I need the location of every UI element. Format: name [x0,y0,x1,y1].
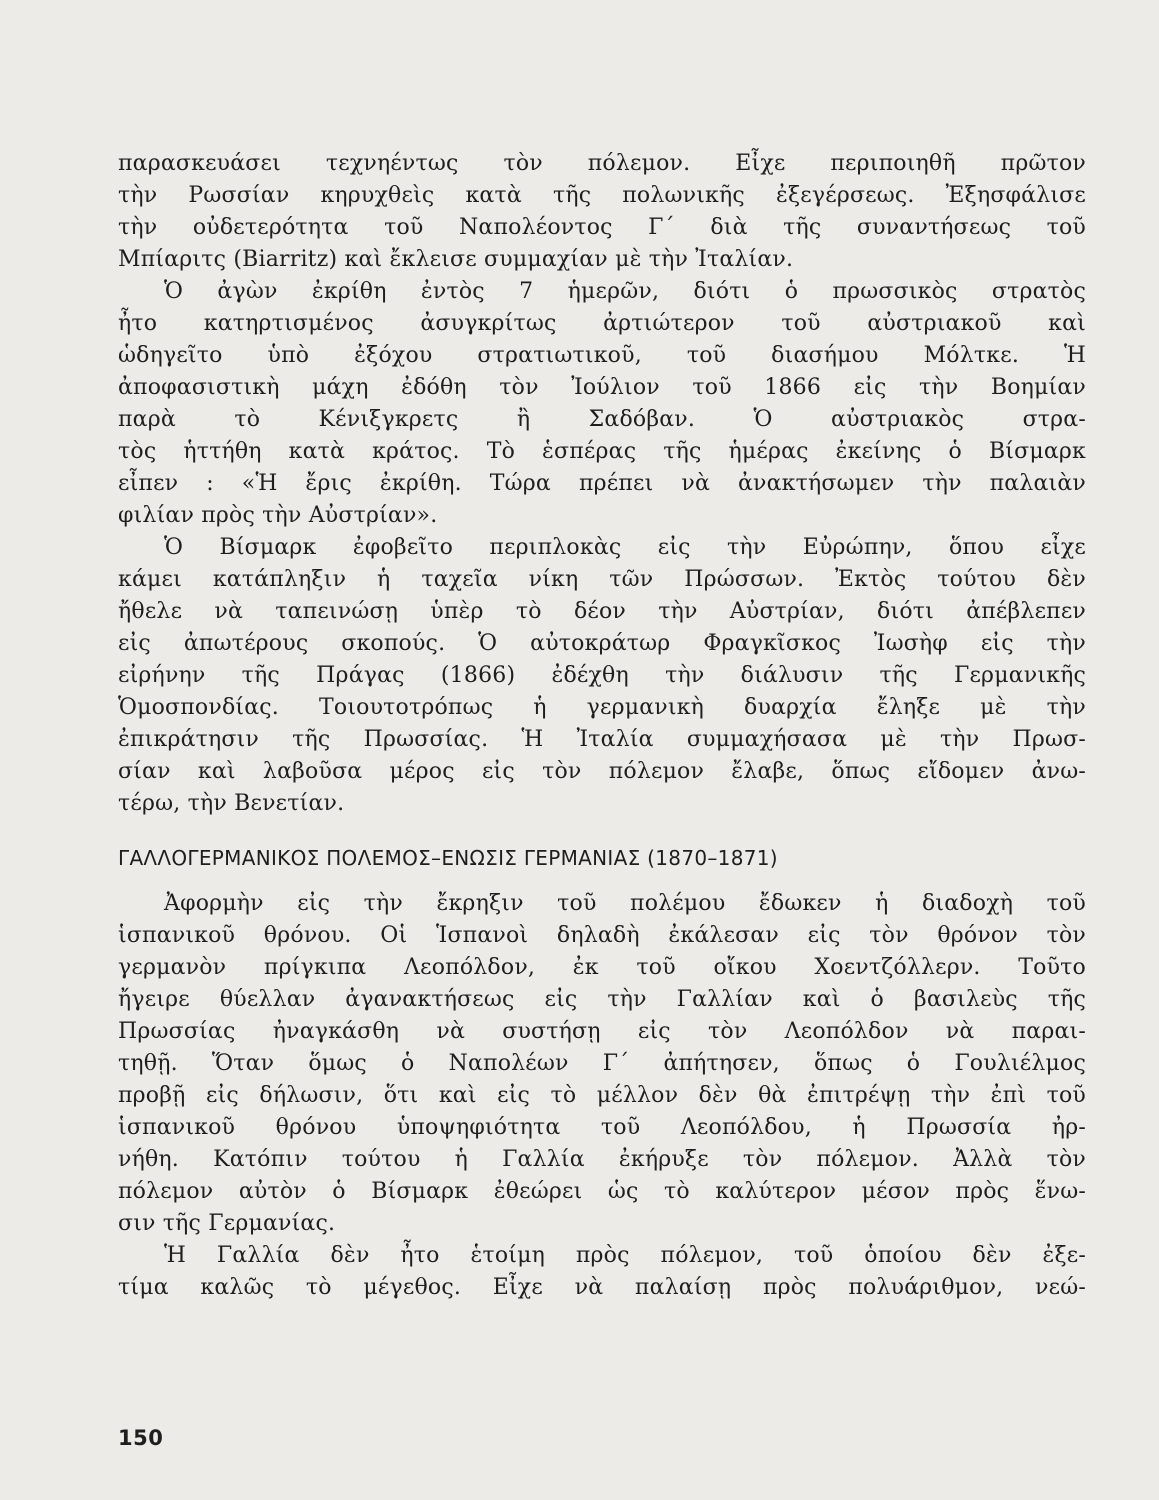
paragraph-2 [118,276,1086,532]
paragraph-5 [118,1240,1086,1304]
text-line: τὴν οὐδετερότητα τοῦ Ναπολέοντος Γ΄ διὰ τῆς συναντήσεως τοῦ [118,215,1086,240]
page-text [118,148,1086,1304]
text-line: Μπίαριτς (Biarritz) καὶ ἔκλεισε συμμαχίαν μὲ τὴν Ἰταλίαν. [118,247,794,272]
text-line: ἐπικράτησιν τῆς Πρωσσίας. Ἡ Ἰταλία συμμαχήσασα μὲ τὴν Πρωσ- [118,727,1086,752]
section-spacer [118,820,1086,834]
text-line: Ἡ Γαλλία δὲν ἦτο ἑτοίμη πρὸς πόλεμον, τοῦ ὁποίου δὲν ἐξε- [164,1243,1086,1268]
text-line: τὴν Ρωσσίαν κηρυχθεὶς κατὰ τῆς πολωνικῆς ἐξεγέρσεως. Ἐξησφάλισε [118,183,1086,208]
text-line: τὸς ἡττήθη κατὰ κράτος. Τὸ ἑσπέρας τῆς ἡμέρας ἐκείνης ὁ Βίσμαρκ [118,439,1086,464]
book-page [118,148,1086,1500]
text-line: Ὁ ἀγὼν ἐκρίθη ἐντὸς 7 ἡμερῶν, διότι ὁ πρωσσικὸς στρατὸς [164,279,1086,304]
text-line: τέρω, τὴν Βενετίαν. [118,791,345,816]
text-line: ἤθελε νὰ ταπεινώσῃ ὑπὲρ τὸ δέον τὴν Αὐστρίαν, διότι ἀπέβλεπεν [118,599,1086,624]
text-line: Ὁ Βίσμαρκ ἐφοβεῖτο περιπλοκὰς εἰς τὴν Εὐρώπην, ὅπου εἶχε [164,535,1086,560]
paragraph-1 [118,148,1086,276]
section-heading: ΓΑΛΛΟΓΕΡΜΑΝΙΚΟΣ ΠΟΛΕΜΟΣ–ΕΝΩΣΙΣ ΓΕΡΜΑΝΙΑΣ (1870–1871) [118,846,778,870]
page-number: 150 [118,1426,164,1450]
text-line: παρὰ τὸ Κένιξγκρετς ἢ Σαδόβαν. Ὁ αὐστριακὸς στρα- [118,407,1086,432]
text-line: τηθῇ. Ὅταν ὅμως ὁ Ναπολέων Γ΄ ἀπήτησεν, ὅπως ὁ Γουλιέλμος [118,1051,1086,1076]
text-line: εἰρήνην τῆς Πράγας (1866) ἐδέχθη τὴν διάλυσιν τῆς Γερμανικῆς [118,663,1086,688]
text-line: Ὁμοσπονδίας. Τοιουτοτρόπως ἡ γερμανικὴ δυαρχία ἔληξε μὲ τὴν [118,695,1086,720]
text-line: εἶπεν : «Ἡ ἔρις ἐκρίθη. Τώρα πρέπει νὰ ἀνακτήσωμεν τὴν παλαιὰν [118,471,1086,496]
text-line: προβῇ εἰς δήλωσιν, ὅτι καὶ εἰς τὸ μέλλον δὲν θὰ ἐπιτρέψῃ τὴν ἐπὶ τοῦ [118,1083,1086,1108]
text-line: Ἀφορμὴν εἰς τὴν ἔκρηξιν τοῦ πολέμου ἔδωκεν ἡ διαδοχὴ τοῦ [164,891,1086,916]
paragraph-4 [118,888,1086,1240]
text-line: ἀποφασιστικὴ μάχη ἐδόθη τὸν Ἰούλιον τοῦ 1866 εἰς τὴν Βοημίαν [118,375,1086,400]
text-line: ἱσπανικοῦ θρόνου ὑποψηφιότητα τοῦ Λεοπόλδου, ἡ Πρωσσία ἠρ- [118,1115,1086,1140]
text-line: νήθη. Κατόπιν τούτου ἡ Γαλλία ἐκήρυξε τὸν πόλεμον. Ἀλλὰ τὸν [118,1147,1086,1172]
text-line: ἤγειρε θύελλαν ἀγανακτήσεως εἰς τὴν Γαλλίαν καὶ ὁ βασιλεὺς τῆς [118,987,1086,1012]
text-line: φιλίαν πρὸς τὴν Αὐστρίαν». [118,503,438,528]
text-line: κάμει κατάπληξιν ἡ ταχεῖα νίκη τῶν Πρώσσων. Ἐκτὸς τούτου δὲν [118,567,1086,592]
text-line: σίαν καὶ λαβοῦσα μέρος εἰς τὸν πόλεμον ἔλαβε, ὅπως εἴδομεν ἀνω- [118,759,1086,784]
text-line: παρασκευάσει τεχνηέντως τὸν πόλεμον. Εἶχε περιποιηθῆ πρῶτον [118,151,1086,176]
text-line: Πρωσσίας ἠναγκάσθη νὰ συστήσῃ εἰς τὸν Λεοπόλδον νὰ παραι- [118,1019,1086,1044]
paragraph-3 [118,532,1086,820]
text-line: σιν τῆς Γερμανίας. [118,1211,336,1236]
text-line: ὡδηγεῖτο ὑπὸ ἐξόχου στρατιωτικοῦ, τοῦ διασήμου Μόλτκε. Ἡ [118,343,1086,368]
text-line: ἱσπανικοῦ θρόνου. Οἱ Ἱσπανοὶ δηλαδὴ ἐκάλεσαν εἰς τὸν θρόνον τὸν [118,923,1086,948]
text-line: τίμα καλῶς τὸ μέγεθος. Εἶχε νὰ παλαίσῃ πρὸς πολυάριθμον, νεώ- [118,1275,1086,1300]
text-line: εἰς ἀπωτέρους σκοπούς. Ὁ αὐτοκράτωρ Φραγκῖσκος Ἰωσὴφ εἰς τὴν [118,631,1086,656]
text-line: γερμανὸν πρίγκιπα Λεοπόλδον, ἐκ τοῦ οἴκου Χοεντζόλλερν. Τοῦτο [118,955,1086,980]
text-line: πόλεμον αὐτὸν ὁ Βίσμαρκ ἐθεώρει ὡς τὸ καλύτερον μέσον πρὸς ἕνω- [118,1179,1086,1204]
text-line: ἦτο κατηρτισμένος ἀσυγκρίτως ἀρτιώτερον τοῦ αὐστριακοῦ καὶ [118,311,1086,336]
